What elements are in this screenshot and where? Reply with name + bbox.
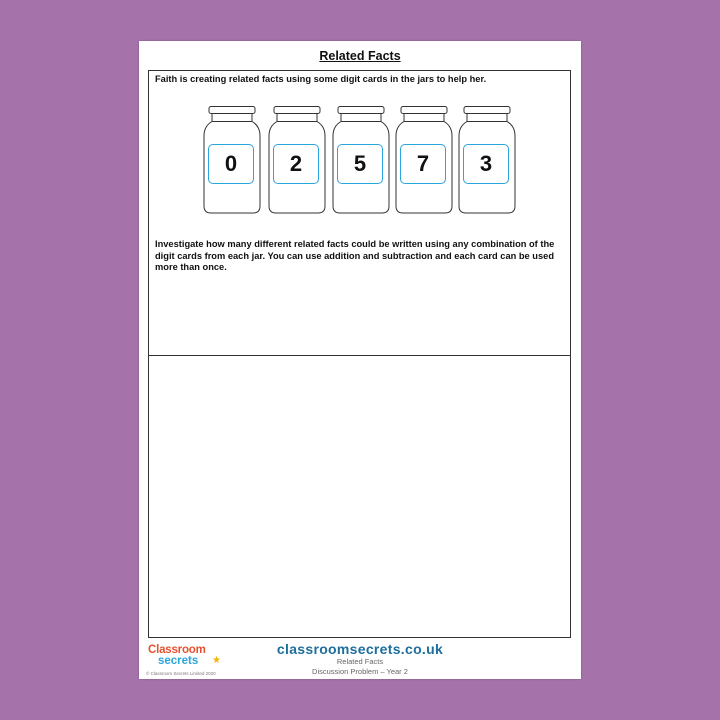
jar-3 — [332, 106, 390, 214]
jar-2 — [268, 106, 326, 214]
digit-card: 0 — [208, 144, 254, 184]
digit-card: 7 — [400, 144, 446, 184]
worksheet-title: Related Facts — [319, 49, 401, 63]
classroom-secrets-logo — [148, 644, 222, 670]
footer-info — [239, 641, 481, 677]
logo-text-classroom: Classroom — [148, 644, 206, 656]
question-text: Investigate how many different related facts could be written using any combination of the digit cards from each jar. You can use addition and subtraction and each card can be used more than once. — [155, 239, 555, 272]
copyright-text: © Classroom Secrets Limited 2020 — [146, 671, 216, 676]
digit-card: 3 — [463, 144, 509, 184]
jar-1 — [203, 106, 261, 214]
site-name: classroomsecrets.co.uk — [276, 641, 444, 657]
footer-subtitle: Discussion Problem – Year 2 — [312, 667, 408, 676]
digit-card: 5 — [337, 144, 383, 184]
jar-row — [203, 106, 523, 214]
jar-4 — [395, 106, 453, 214]
answer-box — [148, 354, 571, 638]
logo-text-secrets: secrets — [158, 655, 199, 667]
worksheet-page — [139, 41, 581, 679]
footer-topic: Related Facts — [336, 657, 384, 666]
star-icon: ★ — [212, 655, 221, 666]
intro-text: Faith is creating related facts using some digit cards in the jars to help her. — [155, 74, 487, 84]
digit-card: 2 — [273, 144, 319, 184]
question-box — [148, 70, 571, 356]
jar-5 — [458, 106, 516, 214]
